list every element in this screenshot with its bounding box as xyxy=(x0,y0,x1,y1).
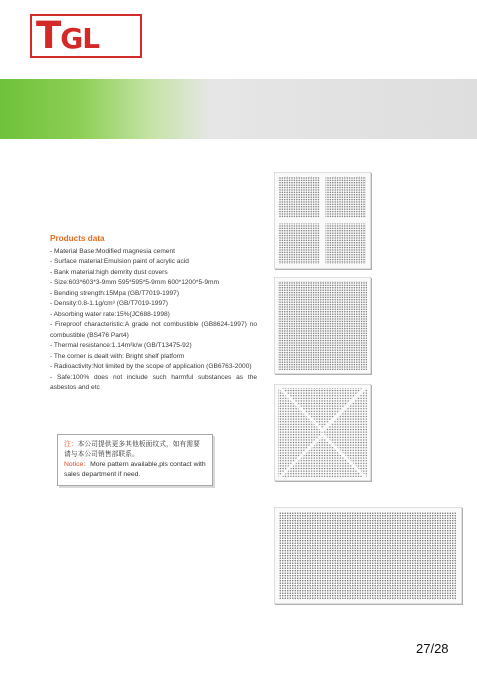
products-heading: Products data xyxy=(50,234,105,243)
notice-cn-label: 注： xyxy=(64,441,78,448)
page-number: 27/28 xyxy=(416,641,449,656)
tile-quad-pattern xyxy=(274,172,371,269)
spec-line: - Fireproof characteristic:A grade not combustible (GB8624-1997) no combustible (BS476 Part4) xyxy=(50,321,257,339)
spec-line: - Radioactivity:Not limited by the scope of application (GB6763-2000) xyxy=(50,363,252,370)
tile-dense-dot-pattern xyxy=(274,277,371,374)
spec-line: - Safe:100% does not include such harmful substances as the asbestos and etc xyxy=(50,373,257,391)
notice-chinese xyxy=(64,440,206,460)
products-data-section xyxy=(50,234,257,394)
spec-line: - Bending strength:15Mpa (GB/T7019-1997) xyxy=(50,289,180,297)
header-banner xyxy=(0,79,477,139)
notice-en-text: More pattern available,pls contact with sales department if need. xyxy=(64,461,206,478)
tile-diagonal-x-pattern xyxy=(274,384,371,481)
logo-text: TGL xyxy=(36,14,100,57)
spec-line: - Absorbing water rate:15%(JC688-1998) xyxy=(50,310,170,318)
notice-box xyxy=(57,434,213,486)
notice-english xyxy=(64,460,206,480)
spec-line: - Material Base:Modified magnesia cement xyxy=(50,247,175,255)
spec-line: - Surface material:Emulsion paint of acrylic acid xyxy=(50,258,189,265)
spec-line: - The corner is dealt with: Bright shelf platform xyxy=(50,352,185,360)
spec-line: - Size:603*603*3-9mm 595*595*5-9mm 600*1200*5-9mm xyxy=(50,279,219,286)
spec-line: - Bank material:high demrity dust covers xyxy=(50,268,168,276)
notice-en-label: Notice： xyxy=(64,461,91,468)
spec-line: - Thermal resistance:1.14m²k/w (GB/T13475-92) xyxy=(50,342,192,349)
tile-rectangular-dot-pattern xyxy=(274,507,462,604)
tgl-logo xyxy=(30,14,142,58)
notice-cn-text: 本公司提供更多其他板面纹式，如有需要请与本公司销售部联系。 xyxy=(64,441,200,458)
spec-line: - Density:0.8-1.1g/cm³ (GB/T7019-1997) xyxy=(50,300,169,307)
